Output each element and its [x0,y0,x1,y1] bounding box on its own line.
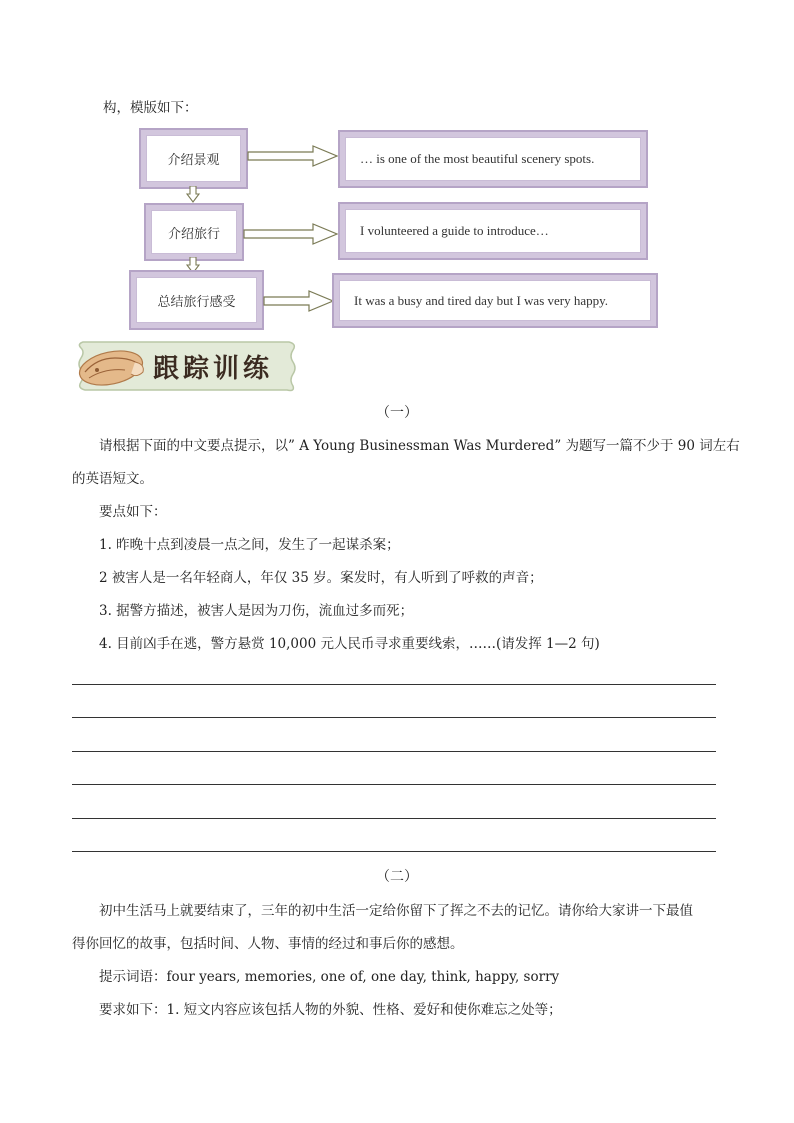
answer-line[interactable] [72,851,716,852]
right-arrow-icon [247,145,339,167]
section2-heading: （二） [376,869,418,885]
section1-paragraph-line2: 的英语短文。 [72,471,153,487]
flow-step-1-label: 介绍景观 [146,135,241,182]
flow-step-1-desc-box [338,130,648,188]
section1-heading: （一） [376,405,418,421]
section2-hint: 提示词语：four years, memories, one of, one day, think, happy, sorry [99,969,560,985]
flow-step-2-desc: I volunteered a guide to introduce… [345,209,641,253]
section1-point-2: 2 被害人是一名年轻商人，年仅 35 岁。案发时，有人听到了呼救的声音； [99,570,543,586]
answer-line[interactable] [72,818,716,819]
flow-step-2-label: 介绍旅行 [151,210,237,254]
flow-step-1-desc: … is one of the most beautiful scenery spots. [345,137,641,181]
section1-paragraph-line1: 请根据下面的中文要点提示，以” A Young Businessman Was Murdered” 为题写一篇不少于 90 词左右 [99,438,740,454]
flow-step-3-box [129,270,264,330]
section-banner [75,338,299,394]
intro-text: 构，模版如下： [103,100,198,116]
down-arrow-icon [186,186,200,203]
section1-point-4: 4. 目前凶手在逃，警方悬赏 10,000 元人民币寻求重要线索，……(请发挥 1—2 句) [99,636,600,652]
section2-requirement: 要求如下：1. 短文内容应该包括人物的外貌、性格、爱好和使你难忘之处等； [99,1002,562,1018]
flow-step-3-desc-box [332,273,658,328]
section2-paragraph-line1: 初中生活马上就要结束了，三年的初中生活一定给你留下了挥之不去的记忆。请你给大家讲一下最值 [99,903,693,919]
banner-title: 跟踪训练 [153,354,274,384]
section1-point-3: 3. 据警方描述，被害人是因为刀伤，流血过多而死； [99,603,414,619]
answer-line[interactable] [72,684,716,685]
flow-step-2-desc-box [338,202,648,260]
section2-paragraph-line2: 得你回忆的故事，包括时间、人物、事情的经过和事后你的感想。 [72,936,464,952]
flow-step-3-desc: It was a busy and tired day but I was very happy. [339,280,651,321]
answer-line[interactable] [72,751,716,752]
flow-step-1-box [139,128,248,189]
flow-step-2-box [144,203,244,261]
section1-points-label: 要点如下： [99,504,167,520]
section1-point-1: 1. 昨晚十点到凌晨一点之间，发生了一起谋杀案； [99,537,400,553]
right-arrow-icon [243,223,339,245]
flow-step-3-label: 总结旅行感受 [136,277,257,323]
right-arrow-icon [263,290,335,312]
answer-line[interactable] [72,784,716,785]
answer-line[interactable] [72,717,716,718]
conch-shell-icon [75,338,149,394]
